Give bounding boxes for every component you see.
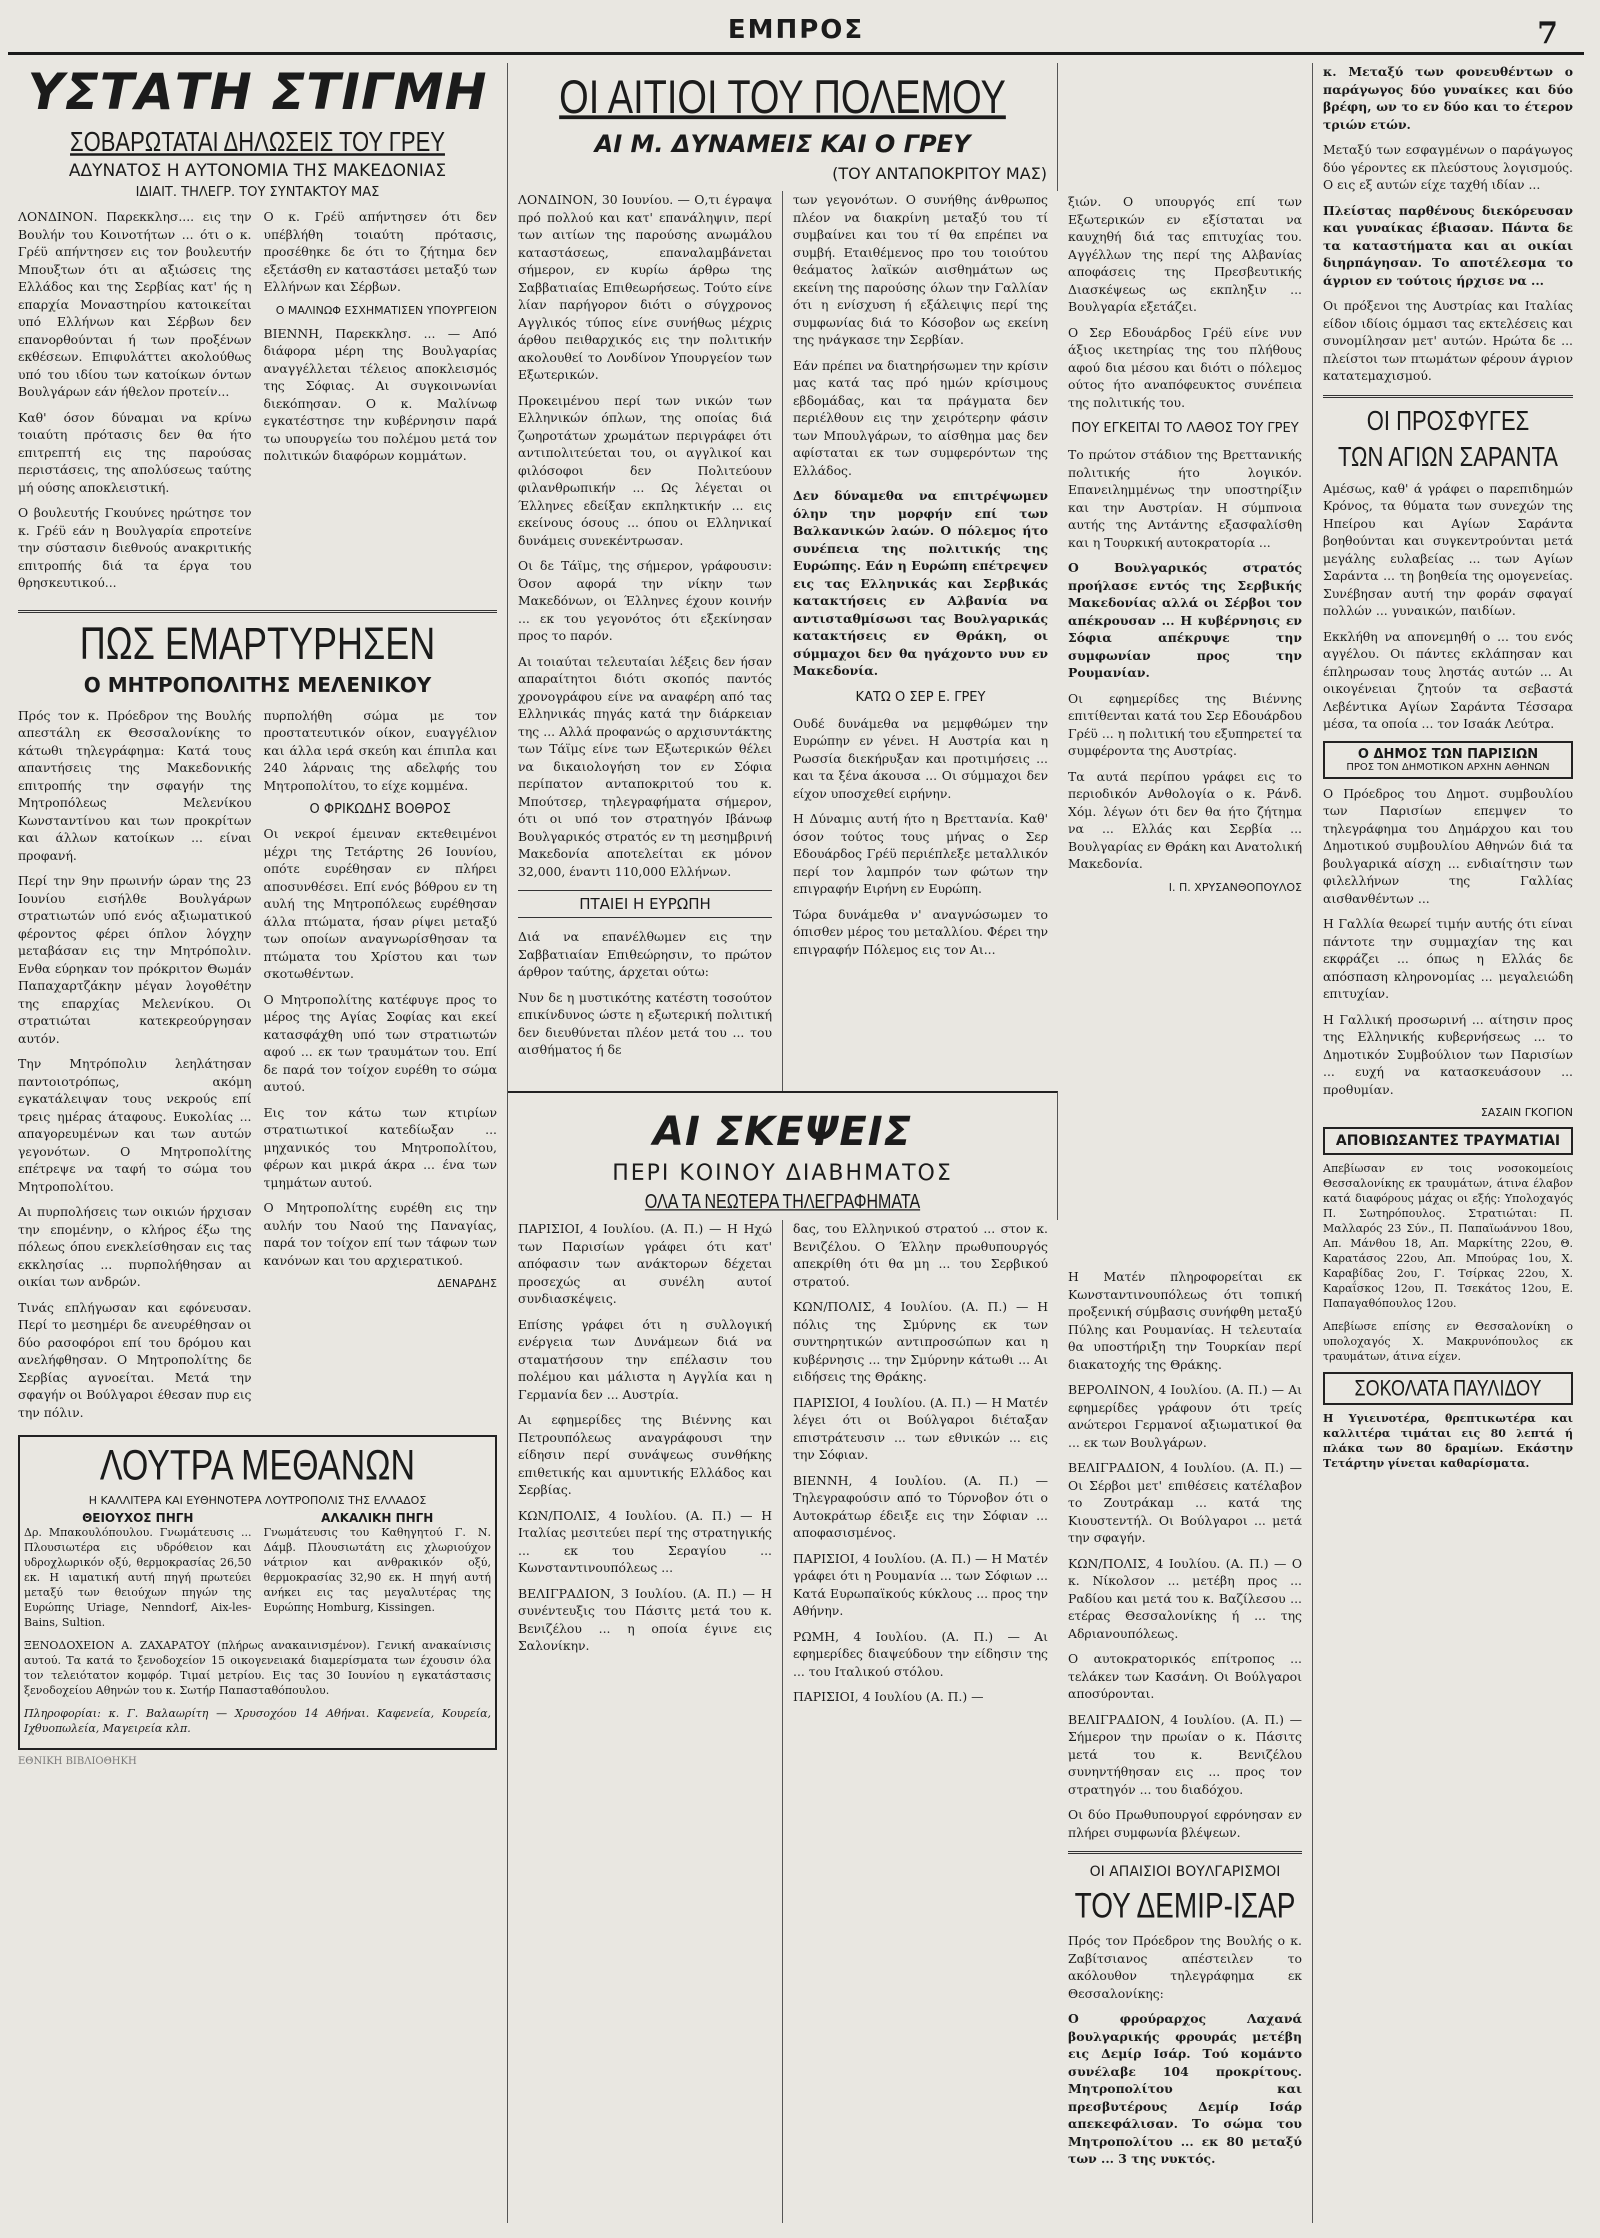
article-paragraph: Το πρώτον στάδιον της Βρεττανικής πολιτικής ήτο λογικόν. Επανειλημμένως την υποστηρίξιν και την Αυστρίαν. Η σύμπνοια αυτής της Αντάντης εξασφαλίσθη και η Τουρκική αυτοκρατορία ...: [1068, 447, 1302, 550]
war-causes-body: [508, 191, 1058, 1091]
paris-municipality-header: [1323, 741, 1573, 779]
page-number: 7: [1537, 16, 1558, 51]
ad-hotel-text: ΞΕΝΟΔΟΧΕΙΟΝ Α. ΖΑΧΑΡΑΤΟΥ (πλήρως ανακαινισμένον). Γενική ανακαίνισις αυτού. Τα κατά το ξενοδοχείον 15 οικογενειακά διαμερίσματα των έχουσιν όλα τον τελειότατον κομφόρ. Τιμαί μετρίου. Εις τας 30 Ιουνίου η εγκατάστασις ξενοδοχείου Αθηνών του κ. Σωτήρ Παπασταθόπουλου.: [24, 1639, 491, 1697]
telegram: Επίσης γράφει ότι η συλλογική ενέργεια των Δυνάμεων διά να σταματήσουν την επέλασιν του πολέμου και μάλιστα η Αγγλία και η Γερμανία δεν ... Αυστρία.: [518, 1316, 772, 1402]
article-paragraph: Η Δύναμις αυτή ήτο η Βρεττανία. Καθ' όσον τούτος τους μήνας ο Σερ Εδουάρδος Γρέϋ περιέπλεξε μεταλλικόν περί τον λαμπρόν των φώτων την επιγραφήν Ειρήνη εν Ευρώπη.: [793, 811, 1048, 896]
article-paragraph: Απεβίωσαν εν τοις νοσοκομείοις Θεσσαλονίκης εκ τραυμάτων, άτινα έλαβον κατά διαφόρους μάχας οι εξής: Υπολοχαγός Π. Σωτηρόπουλος. Στρατιώται: Π. Μαλλαρός 23 Σύν., Π. Παπαϊωάννου 18ου, Απ. Μάνθου 18, Απ. Μαρκίτης 22ου, Θ. Καρατάσος 22ου, Απ. Μπούρας 1ου, Χ. Καραβίδας 2ου, Γ. Τσίρκας 22ου, Χ. Καραΐσκος 12ου, Π. Τσεκάτος 12ου, Ε. Παπαγαθόπουλος 12ου.: [1323, 1162, 1573, 1310]
headline-agioi-saranta: ΤΩΝ ΑΓΙΩΝ ΣΑΡΑΝΤΑ: [1338, 440, 1558, 472]
article-paragraph: Δεν δύναμεθα να επιτρέψωμεν όλην την μορφήν επί των Βαλκανικών λαών. Ο πόλεμος ήτο συνέπεια της πολιτικής της Ευρώπης. Εάν η Ευρώπη επέτρεψεν εις τας Ελληνικάς και Σερβικάς κατακτήσεις εν Αλβανία να αντισταθμίσωσι τας Βουλγαρικάς κατακτήσεις εν Θράκη, οι σύμμαχοι δεν θα ηγάχοντο νυν εν Μακεδονία.: [793, 488, 1048, 678]
subhead-macedonia: ΑΔΥΝΑΤΟΣ Η ΑΥΤΟΝΟΜΙΑ ΤΗΣ ΜΑΚΕΔΟΝΙΑΣ: [68, 161, 447, 181]
telegram: Οι δύο Πρωθυπουργοί εφρόνησαν εν πλήρει συμφωνία βλέψεων.: [1068, 1807, 1302, 1840]
subhead-metropolitan: Ο ΜΗΤΡΟΠΟΛΙΤΗΣ ΜΕΛΕΝΙΚΟΥ: [83, 672, 432, 697]
section-label: Ο ΜΑΛΙΝΩΦ ΕΣΧΗΜΑΤΙΣΕΝ ΥΠΟΥΡΓΕΙΟΝ: [275, 303, 497, 317]
subhead-down-grey: ΚΑΤΩ Ο ΣΕΡ Ε. ΓΡΕΥ: [855, 689, 986, 705]
telegram: ΒΕΛΙΓΡΑΔΙΟΝ, 3 Ιουλίου. (Α. Π.) — Η συνέντευξις του Πάσιτς μετά του κ. Βενιζέλου ... η οποία έγινε εις Σαλονίκην.: [518, 1585, 772, 1653]
ad-title: ΛΟΥΤΡΑ ΜΕΘΑΝΩΝ: [99, 1442, 416, 1490]
subhead-bulgarisms: ΟΙ ΑΠΑΙΣΙΟΙ ΒΟΥΛΓΑΡΙΣΜΟΙ: [1089, 1864, 1281, 1880]
wounded-header: [1323, 1127, 1573, 1155]
subhead-powers: ΑΙ Μ. ΔΥΝΑΜΕΙΣ ΚΑΙ Ο ΓΡΕΥ: [594, 130, 971, 158]
telegram: ΠΑΡΙΣΙΟΙ, 4 Ιουλίου. (Α. Π.) — Η Ματέν γράφει ότι η Ρουμανία ... των Σόφιων ... Κατά Ευρωπαϊκούς κύκλους ... προς την Αθήνην.: [793, 1550, 1048, 1618]
article-paragraph: Ο Πρόεδρος του Δημοτ. συμβουλίου των Παρισίων επεμψεν το τηλεγράφημα του Δημάρχου και του Δημοτικού συμβουλίου Αθηνών διά τα βουλγαρικά αίσχη ... ενδιαίτησιν των φιλελλήνων της Γαλλίας αισθανθέντων ...: [1323, 785, 1573, 906]
article-paragraph: ΛΟΝΔΙΝΟΝ. Παρεκκλησ.... εις την Βουλήν του Κοινοτήτων ... ότι ο κ. Γρέϋ απήντησεν εις τον βουλευτήν Μπουξτων ότι αι αξιώσεις της Ελλάδος και της Σερβίας κατ' ής η επαρχία Μοναστηρίου κατοικείται υπό Ελλήνων και Σέρβων δεν επανορθούνται ή των προξένων εκθέσεων. Επιφυλάττει ακολούθως υπό του ιδίου των κατοίκων όντων Βουλγάρων εάν ήθελον προτείν...: [18, 209, 252, 399]
chocolate-ad-header: [1323, 1372, 1573, 1405]
article-paragraph: Πρός τον Πρόεδρον της Βουλής ο κ. Ζαβίτσιανος απέστειλεν το ακόλουθον τηλεγράφημα εκ Θεσσαλονίκης:: [1068, 1933, 1302, 2001]
divider: [18, 610, 497, 613]
article-paragraph: Εκκλήθη να απονεμηθή ο ... του ενός αγγέλου. Οι πάντες εκλάπησαν και έπληρωσαν τους ληστάς αυτών ... Αι οικογένειαι ζητούν τα σεβαστά Λεβέντικα Αγίων Σαράντα Τέσσαρα μέσα, τα οποία ... τον Ισαάκ Λεύτρα.: [1323, 628, 1573, 731]
article-paragraph: ΛΟΝΔΙΝΟΝ, 30 Ιουνίου. — Ο,τι έγραψα πρό πολλού και κατ' επανάληψιν, περί των αιτίων της παρούσης ανωμάλου καταστάσεως, επαναλαμβάνεται σήμερον, εν κυρίω άρθρω της Σαββατιαίας Επιθεωρήσεως. Τούτο είνε λίαν παρήγορον διότι ο σύγχρονος Αγγλικός τύπος είνε συνήθως μέχρις άρθου πειθαρχικός εις την πολιτικήν ακολουθεί το Λονδίνον Υπουργείον των Εξωτερικών.: [518, 192, 772, 382]
article-paragraph: Τώρα δυνάμεθα ν' αναγνώσωμεν το όπισθεν μέρος του μεταλλίου. Φέρει την επιγραφήν Πόλεμος εις τον Αι...: [793, 906, 1048, 957]
article-paragraph: Ο κ. Γρέϋ απήντησεν ότι δεν υπέβλήθη τοιαύτη πρότασις, προσέθηκε δε ότι το ζήτημα δεν εξετάσθη εν καταστάσει μεταξύ των Ελλήνων και Σέρβων.: [263, 209, 497, 294]
article-paragraph: Ο φρούραρχος Λαχανά βουλγαρικής φρουράς μετέβη εις Δεμίρ Ισάρ. Τού κομάντο συνέλαβε 104 προκρίτους. Μητροπολίτου και πρεσβυτέρους Δεμίρ Ισάρ απεκεφάλισαν. Το σώμα του Μητροπολίτου ... εκ 80 μεταξύ των ... 3 της νυκτός.: [1068, 2011, 1302, 2166]
article-paragraph: Καθ' όσον δύναμαι να κρίνω τοιαύτη πρότασις δεν θα ήτο επιτρεπτή εις της παρούσας περιστάσεις, της απολύσεως ταύτης μή ούσης αποκλειστική.: [18, 409, 252, 495]
telegram: Αι εφημερίδες της Βιέννης και Πετρουπόλεως αναγράφουσι την είδησιν περί συνάψεως συνθήκης επιθετικής και αμυντικής Ελλάδος και Σερβίας.: [518, 1412, 772, 1497]
article-paragraph: Τινάς επλήγωσαν και εφόνευσαν. Περί το μεσημέρι δε ανευρέθησαν οι δύο ρασοφόροι επί του δρόμου και ανελήφθησαν. Ο Μητροπολίτης δε Σερβίας αγνοείται. Μετά την σφαγήν οι Βούλγαροι έθεσαν πυρ εις την πόλιν.: [18, 1299, 252, 1420]
telegram: ΒΕΛΙΓΡΑΔΙΟΝ, 4 Ιουλίου. (Α. Π.) — Σήμερον την πρωίαν ο κ. Πάσιτς μετά του κ. Βενιζέλου συνηντήθησαν εις ... προς τον στρατηγόν ... του διαδόχου.: [1068, 1711, 1302, 1797]
article-paragraph: Αι πυρπολήσεις των οικιών ήρχισαν την επομένην, ο κλήρος έξω της πόλεως όπου ενεκλείσθησαν εις τας εκκλησίας ... πυρπολήθησαν αι οικίαι των ανδρών.: [18, 1204, 252, 1289]
thoughts-body: [508, 1220, 1058, 2223]
column-4-lower: [1068, 1268, 1302, 2168]
article-paragraph: Διά να επανέλθωμεν εις την Σαββατιαίαν Επιθεώρησιν, το πρώτον άρθρον ταύτης, άρχεται ούτω:: [518, 929, 772, 979]
ad-text: Η Υγιεινοτέρα, θρεπτικωτέρα και καλλιτέρα τιμάται εις 80 λεπτά ή πλάκα των 80 δραμίων. Εκάστην Τετάρτην γίνεται καθαρίσματα.: [1323, 1412, 1573, 1470]
author-signature: ΔΕΝΑΡΔΗΣ: [437, 1277, 497, 1290]
article-paragraph: Μεταξύ των εσφαγμένων ο παράγωγος δύο γέροντες εκ πλεύστους λογισμούς. Ο εις εξ αυτών είχε ταχθή ιδίαν ...: [1323, 142, 1573, 192]
telegram: Ο αυτοκρατορικός επίτροπος ... τελάκεν των Κασάνη. Οι Βούλγαροι αποσύρονται.: [1068, 1651, 1302, 1701]
article-paragraph: Ουδέ δυνάμεθα να μεμφθώμεν την Ευρώπην εν γένει. Η Αυστρία και η Ρωσσία διεκήρυξαν και προτιμήσεις ... και τα ξένα άκουσα ... Οι σύμμαχοι δεν είχον υποσχεθεί ειρήνην.: [793, 715, 1048, 801]
telegram: ΚΩΝ/ΠΟΛΙΣ, 4 Ιουλίου. (Α. Π.) — Ο κ. Νίκολσον ... μετέβη προς ... Ραδίου και μετά του κ. Βαζίλεσου ... ετέρας Θεσσαλονίκης ή ... της Αδριανουπόλεως.: [1068, 1555, 1302, 1641]
headline-paris: Ο ΔΗΜΟΣ ΤΩΝ ΠΑΡΙΣΙΩΝ: [1357, 746, 1539, 762]
article-paragraph: των γεγονότων. Ο συνήθης άνθρωπος πλέον να διακρίνη μεταξύ του τί συμβαίνει και του τί θα επρέπει να συμβή. Εταιθέμενος προ του τοιούτου θεάματος λαϊκών αισθημάτων ως εκείνη της παρούσης όλων την Γαλλίαν ότι η ενίσχυση ή εξάλειψις περί της συμφωνίας διά το Κόσοβον ως εκείνη της ηνάγκασε την Σερβίαν.: [793, 192, 1048, 347]
library-stamp: ΕΘΝΙΚΗ ΒΙΒΛΙΟΘΗΚΗ: [18, 1756, 137, 1767]
headline-chocolate: ΣΟΚΟΛΑΤΑ ΠΑΥΛΙΔΟΥ: [1354, 1375, 1542, 1401]
article-paragraph: Η Γαλλία θεωρεί τιμήν αυτής ότι είναι πάντοτε την συμμαχίαν της και εκφράζει ... όπως η Ελλάς δε απόσπαση κληρονομίας ... μεγαλειώδη επιτυχίαν.: [1323, 916, 1573, 1001]
article-paragraph: Οι δε Τάϊμς, της σήμερον, γράφουσιν: Όσον αφορά την νίκην των Μακεδόνων, οι Έλληνες έχουν κοινήν ... εκ του γεγονότος ότι εξεκίνησαν προς το παρόν.: [518, 558, 772, 643]
article-paragraph: Περί την 9ην πρωινήν ώραν της 23 Ιουνίου εισήλθε Βουλγάρων στρατιωτών υπό ενός αξιωματικού φέροντος φέρει όπλον λόγχην μεταβάσαν εις την Μητρόπολιν. Ενθα εύρηκαν τον πρόκριτον Θωμάν Παπαχαρτζάκην μέγαν λογοθέτην της επαρχίας Μελενίκου. Οι στρατιώται κατεκρεούργησαν αυτόν.: [18, 873, 252, 1046]
subhead-paris: ΠΡΟΣ ΤΟΝ ΔΗΜΟΤΙΚΟΝ ΑΡΧΗΝ ΑΘΗΝΩΝ: [1346, 761, 1550, 773]
baths-advertisement: [18, 1435, 497, 1750]
article-paragraph: Απεβίωσε επίσης εν Θεσσαλονίκη ο υπολοχαγός Χ. Μακρυνόπουλος εκ τραυμάτων, άτινα είχεν.: [1323, 1320, 1573, 1363]
subhead-telegram: ΙΔΙΑΙΤ. ΤΗΛΕΓΡ. ΤΟΥ ΣΥΝΤΑΚΤΟΥ ΜΑΣ: [135, 185, 380, 200]
article-paragraph: Αμέσως, καθ' ά γράφει ο παρεπιδημών Κρόνος, τα θύματα των συνεχών της Ηπείρου και Αγίων Σαράντα βοηθούνται και συγκεντρούνται μετά μεγάλης ευλαβείας ... των Αγίων Σαράντα ... τη βοηθεία της ομογενείας. Συνέβησαν αυτή την φοράν σφαγαί πολλών ... γυναικών, παιδίων.: [1323, 480, 1573, 618]
masthead-rule: [8, 52, 1584, 55]
headline-war-causes: ΟΙ ΑΙΤΙΟΙ ΤΟΥ ΠΟΛΕΜΟΥ: [559, 71, 1006, 125]
article-paragraph: Οι εφημερίδες της Βιέννης επιτίθενται κατά του Σερ Εδουάρδου Γρέϋ ... η πολιτική του εξυπηρετεί τα συμφέροντα της Αυστρίας.: [1068, 690, 1302, 758]
telegram: ΠΑΡΙΣΙΟΙ, 4 Ιουλίου. (Α. Π.) — Η Ματέν λέγει ότι οι Βούλγαροι διέταξαν επιστράτευσιν ... των εθνικών ... εις την Σόφιαν.: [793, 1394, 1048, 1462]
article-paragraph: Οι νεκροί έμειναν εκτεθειμένοι μέχρι της Τετάρτης 26 Ιουνίου, οπότε ευρέθησαν εν πλήρει αποσυνθέσει. Επί ενός βόθρου εν τη αυλή της Μητροπόλεως ευρέθησαν άλλα πτώματα, ήσαν ρίψει μεταξύ των οποίων αναγνωρίσθησαν τα πτώματα του Χρίστου και των σκοτωθέντων.: [263, 826, 497, 981]
subhead-pit: Ο ΦΡΙΚΩΔΗΣ ΒΟΘΡΟΣ: [309, 802, 451, 817]
article-paragraph: Ο Σερ Εδουάρδος Γρέϋ είνε νυν άξιος ικετηρίας της του πλήθους αφού δια μέσου και διότι ο πόλεμος ούτος ήτο αναπόφευκτος συνέπεια της πολιτικής του.: [1068, 324, 1302, 410]
author-signature: Ι. Π. ΧΡΥΣΑΝΘΟΠΟΥΛΟΣ: [1168, 880, 1302, 894]
ad-heading: ΘΕΙΟΥΧΟΣ ΠΗΓΗ: [82, 1511, 194, 1525]
column-2: [508, 191, 783, 1091]
article-paragraph: ΒΙΕΝΝΗ, Παρεκκλησ. ... — Από διάφορα μέρη της Βουλγαρίας αναγγέλλεται τέλειος αποκλεισμός της Σόφιας. Αι συγκοινωνίαι διεκόπησαν. Ο κ. Μαλίνωφ εγκατέστησε την κυβέρνησιν παρά τω υπουργείω του πολέμου μετά τον πολιτικών διαφόρων κομμάτων.: [263, 325, 497, 463]
subhead-common-step: ΠΕΡΙ ΚΟΙΝΟΥ ΔΙΑΒΗΜΑΤΟΣ: [612, 1161, 953, 1186]
article-paragraph: πυρπολήθη σώμα με τον προστατευτικόν οίκον, ευαγγέλιον και άλλα ιερά σκεύη και έπιπλα και 240 λάρναις της αδελφής του Μητροπολίτου, το είχε κομμένα.: [263, 707, 497, 793]
newspaper-name: ΕΜΠΡΟΣ: [727, 15, 865, 45]
column-1: [8, 63, 508, 2223]
telegram: ΒΕΛΙΓΡΑΔΙΟΝ, 4 Ιουλίου. (Α. Π.) — Οι Σέρβοι μετ' επιθέσεις κατέλαβον το Ζουτράκαμ ... κατά της Κιουστεντήλ. Οι Βούλγαροι ... μετά την σφαγήν.: [1068, 1460, 1302, 1545]
ad-note: Πληροφορίαι: κ. Γ. Βαλαωρίτη — Χρυσοχόου 14 Αθήναι. Καφενεία, Κουρεία, Ιχθυοπωλεία, Μαγειρεία κλπ.: [24, 1707, 491, 1735]
divider: [1323, 395, 1573, 398]
subhead-correspondent: (ΤΟΥ ΑΝΤΑΠΟΚΡΙΤΟΥ ΜΑΣ): [832, 164, 1047, 183]
telegram: ΒΙΕΝΝΗ, 4 Ιουλίου. (Α. Π.) — Τηλεγραφούσιν από το Τύρνοβον ότι ο Αυτοκράτωρ έδειξε εις την Σόφιαν ... αποφασισμένος.: [793, 1472, 1048, 1540]
telegram: ΚΩΝ/ΠΟΛΙΣ, 4 Ιουλίου. (Α. Π.) — Η Ιταλίας μεσιτεύει περί της στρατηγικής ... εκ του Σεραγίου ... Κωνσταντινουπόλεως ...: [518, 1507, 772, 1575]
article-paragraph: Την Μητρόπολιν λεηλάτησαν παντοιοτρόπως, ακόμη εγκατάλειψαν τους νεκρούς επί τρεις ημέρας άταφους. Ευκολίας ... απαγορευμένων και των αυτών γεγονότων. Ο Μητροπολίτης επέτρεψε να ταφή το σώμα του Μητροπολίτου.: [18, 1056, 252, 1194]
columns-2-3: [508, 63, 1058, 2223]
headline-last-minute: ΥΣΤΑΤΗ ΣΤΙΓΜΗ: [27, 63, 488, 121]
war-causes-header: [508, 63, 1058, 191]
article-paragraph: Ο Μητροπολίτης ευρέθη εις την αυλήν του Ναού της Παναγίας, παρά τον τοίχον επί των τάφων των κανόνων και του αρχιερατικού.: [263, 1200, 497, 1268]
telegram: ΠΑΡΙΣΙΟΙ, 4 Ιουλίου. (Α. Π.) — Η Ηχώ των Παρισίων γράφει ότι κατ' απόφασιν των ανάκτορων δέχεται προσεχώς αι συνέλη αυτοί συνδιασκέψεις.: [518, 1221, 772, 1306]
article-paragraph: Αι τοιαύται τελευταίαι λέξεις δεν ήσαν απαραίτητοι διότι σκοπός παντός χρονογράφου είνε να αναφέρη από τας Ελληνικάς πηγάς κατά την διάρκειαν της ... Αλλά προφανώς ο αρχισυντάκτης των Τάϊμς είνε των Εξωτερικών θέλει να δικαιολογήση τον εν Σόφια περίπατον ανταποκριτού του κ. Μπούτσερ, τηλεγραφήματα σήμερον, ότι οι υπό τον στρατηγόν Ιβάνωφ Βουλγαρικός στρατός εν τη μεσημβρινή Μακεδονία αποτελείται εκ μόνον 32,000, έναντι 110,000 Ελλήνων.: [518, 653, 772, 879]
headline-martyr: ΠΩΣ ΕΜΑΡΤΥΡΗΣΕΝ: [79, 617, 436, 669]
column-3-lower: [783, 1220, 1058, 2223]
telegram: ΒΕΡΟΛΙΝΟΝ, 4 Ιουλίου. (Α. Π.) — Αι εφημερίδες γράφουν ότι τρείς ανώτεροι Γερμανοί αξιωματικοί θα ... εκ των Βουλγάρων.: [1068, 1382, 1302, 1450]
article-paragraph: Η Γαλλική προσωρινή ... αίτησιν προς της Ελληνικής κυβερνήσεως ... το Δημοτικόν Συμβούλιον των Παρισίων ... ευχή να κατασκευάσουν ... προθυμίαν.: [1323, 1011, 1573, 1097]
thoughts-header: [508, 1091, 1058, 1220]
ad-subtitle: Η ΚΑΛΛΙΤΕΡΑ ΚΑΙ ΕΥΘΗΝΟΤΕΡΑ ΛΟΥΤΡΟΠΟΛΙΣ ΤΗΣ ΕΛΛΑΔΟΣ: [88, 1494, 427, 1507]
article-paragraph: Εάν πρέπει να διατηρήσωμεν την κρίσιν μας κατά τας πρό ημών κρίσιμους εβδομάδας, και τα πράγματα δεν περιέλθουν εις την χειρότερην φάσιν των Μπουλγάρων, το αίσθημα μας δεν αφίσταται εκ των συμφερόντων της Ελλάδος.: [793, 357, 1048, 478]
telegram: ΡΩΜΗ, 4 Ιουλίου. (Α. Π.) — Αι εφημερίδες διαψεύδουν την είδησιν της ... του Ιταλικού στόλου.: [793, 1628, 1048, 1679]
article-paragraph: κ. Μεταξύ των φονευθέντων ο παράγωγος δύο γυναίκες και δύο βρέφη, ων το εν δύο και το έτερον τριών ετών.: [1323, 64, 1573, 132]
headline-demir-isar: ΤΟΥ ΔΕΜΙΡ-ΙΣΑΡ: [1074, 1886, 1296, 1925]
article-paragraph: ξιών. Ο υπουργός επί των Εξωτερικών εν εξίσταται να καυχηθή διά τας επιτυχίας του. Αγγέλλων της περί της Αλβανίας αποφάσεις της Πρεσβευτικής Διασκέψεως ως εκπληξιν ... Βουλγαρία εξετάζει.: [1068, 194, 1302, 314]
subhead-europe-blame: ΠΤΑΙΕΙ Η ΕΥΡΩΠΗ: [518, 890, 772, 918]
subhead-grey-statements: ΣΟΒΑΡΩΤΑΤΑΙ ΔΗΛΩΣΕΙΣ ΤΟΥ ΓΡΕΥ: [70, 125, 445, 157]
article-paragraph: Ο βουλευτής Γκουύνες ηρώτησε τον κ. Γρέϋ εάν η Βουλγαρία επροτείνε την σύστασιν διεθνούς ανακριτικής επιτροπής διά τα έργα του θρησκευτικού...: [18, 505, 252, 590]
column-2-lower: [508, 1220, 783, 2223]
article-paragraph: Τα αυτά περίπου γράφει εις το περιοδικόν Ανθολογία ο κ. Ράνδ. Χόμ. λέγων ότι δεν θα ήτο ζήτημα να ... Ελλάς και Σερβία ... Βουλγαρίας εν Θράκη και Ανατολική Μακεδονία.: [1068, 768, 1302, 871]
article-paragraph: Ο Μητροπολίτης κατέφυγε προς το μέρος της Αγίας Σοφίας και εκεί κατασφάχθη υπό των στρατιωτών αφού ... εκ των τραυμάτων του. Επί δε παρά τον τοίχον ευρέθη το σώμα αυτού.: [263, 991, 497, 1094]
article-paragraph: Πλείστας παρθένους διεκόρευσαν και γυναίκας έβιασαν. Πάντα δε τα καταστήματα και αι οικίαι διηρπάγησαν. Το αποτέλεσμα το άγριον εν τούτοις ήρχισε να ...: [1323, 202, 1573, 288]
article-paragraph: Πρός τον κ. Πρόεδρον της Βουλής απεστάλη εκ Θεσσαλονίκης το κάτωθι τηλεγράφημα: Κατά τους απαντήσεις της Μακεδονικής επιτροπής την σφαγήν της Μητροπόλεως Μελενίκου Κωνσταντίνου και των προκρίτων και άλλων κατοίκων ... είναι προφανή.: [18, 707, 252, 863]
article-paragraph: Νυν δε η μυστικότης κατέστη τοσούτον επικίνδυνος ώστε η εξωτερική πολιτική δεν διευθύνεται πλέον μετά του ... του αισθήματος ή δε: [518, 989, 772, 1057]
article-paragraph: Οι πρόξενοι της Αυστρίας και Ιταλίας είδον ιδίοις όμμασι τας εκτελέσεις και συνομίλησαν μετ' αυτών. Ηρώτα δε ... πλείστοι των πτωμάτων φέρουν άγριον κατατεμαχισμού.: [1323, 298, 1573, 383]
column-4: [1058, 63, 1313, 2223]
telegram: ΠΑΡΙΣΙΟΙ, 4 Ιουλίου (Α. Π.) —: [793, 1689, 984, 1704]
article-paragraph: Εις τον κάτω των κτιρίων στρατιωτικοί κατεδίωξαν ... μηχανικός του Μητροπολίτου, φέρων και μικρά άκρα ... ένα των τμημάτων αυτού.: [263, 1104, 497, 1190]
column-5: [1313, 63, 1583, 2223]
telegram: Η Ματέν πληροφορείται εκ Κωνσταντινουπόλεως ότι τοπική προξενική σύμβασις συνήφθη μεταξύ Πύλης και Ρουμανίας. Η τελευταία θα υποστήριξη την Τουρκίαν περί διακατοχής της Θράκης.: [1068, 1269, 1302, 1372]
column-3: [783, 191, 1058, 1091]
divider: [1068, 1851, 1302, 1854]
telegram: ΚΩΝ/ΠΟΛΙΣ, 4 Ιουλίου. (Α. Π.) — Η πόλις της Σμύρνης εκ των συντηρητικών αντιπροσώπων και η κυβέρνησις ... την Σμύρνην κάτωθι ... Αι ειδήσεις της Θράκης.: [793, 1299, 1048, 1384]
headline-refugees: ΟΙ ΠΡΟΣΦΥΓΕΣ: [1366, 404, 1530, 436]
subhead-telegrams: ΟΛΑ ΤΑ ΝΕΩΤΕΡΑ ΤΗΛΕΓΡΑΦΗΜΑΤΑ: [644, 1191, 921, 1213]
ad-text: Γνωμάτευσις του Καθηγητού Γ. Ν. Δάμβ. Πλουσιωτάτη εις χλωριούχον νάτριον και ανθρακικόν οξύ, θερμοκρασίας 32,90 εκ. Η πηγή αυτή ανήκει εις τας μεγαλυτέρας της Ευρώπης Homburg, Kissingen.: [263, 1526, 491, 1614]
ad-heading: ΑΛΚΑΛΙΚΗ ΠΗΓΗ: [321, 1511, 434, 1525]
columns: [8, 63, 1584, 2223]
headline-wounded: ΑΠΟΒΙΩΣΑΝΤΕΣ ΤΡΑΥΜΑΤΙΑΙ: [1335, 1133, 1561, 1149]
column-4-upper: [1068, 63, 1302, 1148]
telegram: δας, του Ελληνικού στρατού ... στον κ. Βενιζέλου. Ο Έλλην πρωθυπουργός απεκρίθη ότι θα μη ... του Σερβικού στρατού.: [793, 1221, 1048, 1289]
article-paragraph: Ο Βουλγαρικός στρατός προήλασε εντός της Σερβικής Μακεδονίας αλλά οι Σέρβοι τον απέκρουσαν ... Η κυβέρνησις εν Σόφια απέκρυψε την συμφωνίαν προς την Ρουμανίαν.: [1068, 560, 1302, 680]
masthead: [8, 10, 1584, 50]
subhead-grey-fault: ΠΟΥ ΕΓΚΕΙΤΑΙ ΤΟ ΛΑΘΟΣ ΤΟΥ ΓΡΕΥ: [1071, 421, 1299, 436]
ad-text: Δρ. Μπακουλόπουλου. Γνωμάτευσις ... Πλουσιωτέρα εις υδρόθειον και υδροχλωρικόν οξύ, θερμοκρασίας 26,50 εκ. Η ιαματική αυτή πηγή πρωτεύει μεταξύ των θειούχων πηγών της Ευρώπης Uriage, Nenndorf, Aix-les-Bains, Sultion.: [24, 1526, 252, 1629]
article-paragraph: Προκειμένου περί των νικών των Ελληνικών όπλων, της οποίας διά ζωηροτάτων χρωμάτων περιγράφει ότι αντιπολιτεύεται του, οι αγγλικοί και φιλόσοφοι δεν Πολιτεύουν φιλανθρωπικήν ... Ως λέγεται οι Έλληνες εδείξαν εκπληκτικήν ... εις εκείνους όσους ... όπου οι Ελληνικαί δυνάμεις συνεκέντρωσαν.: [518, 392, 772, 548]
author-signature: ΣΑΣΑΙΝ ΓΚΟΓΙΟΝ: [1480, 1106, 1573, 1119]
headline-thoughts: ΑΙ ΣΚΕΨΕΙΣ: [653, 1109, 912, 1155]
